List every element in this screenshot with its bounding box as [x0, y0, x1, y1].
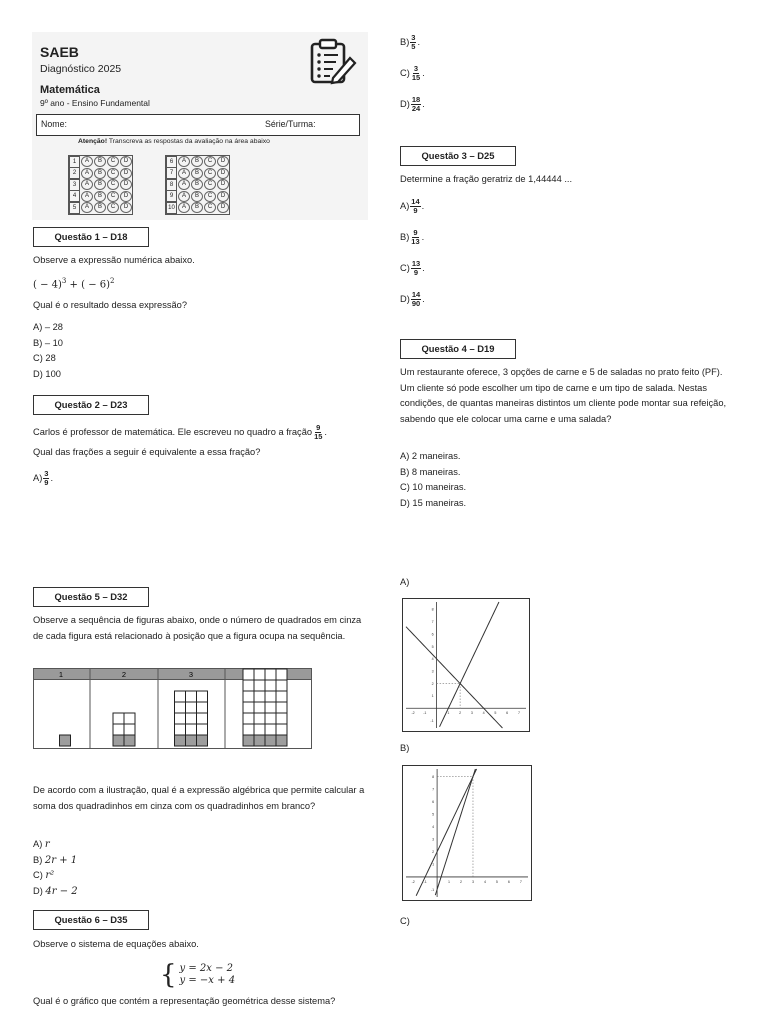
q1-exp-b: 2	[110, 277, 115, 285]
q2-option-a-n: 3	[44, 469, 49, 478]
y-tick-label: 2	[431, 681, 434, 686]
white-square	[265, 680, 276, 691]
q5-option-label: C)	[33, 870, 46, 880]
q2-option-b: B) $\frac{3}{5}$ .	[400, 33, 421, 51]
answer-bubble-9-d[interactable]: D	[217, 191, 229, 202]
q3-title: Questão 3 – D25	[400, 146, 516, 166]
answer-bubble-10-d[interactable]: D	[217, 202, 229, 213]
white-square	[265, 724, 276, 735]
answer-bubble-6-d[interactable]: D	[217, 156, 229, 167]
white-square	[254, 702, 265, 713]
answer-number: 3	[69, 179, 80, 191]
answer-bubble-8-d[interactable]: D	[217, 179, 229, 190]
q2-option-c-label: C)	[400, 67, 410, 78]
q2-option-c-frac	[411, 65, 421, 82]
white-square	[254, 691, 265, 702]
answer-left-row-2	[69, 168, 132, 180]
q3-option-c-frac	[411, 260, 421, 277]
white-square	[276, 691, 287, 702]
q1-intro: Observe a expressão numérica abaixo.	[33, 255, 195, 265]
q3-option-d-frac	[411, 291, 421, 308]
answer-number: 2	[69, 167, 80, 179]
white-square	[243, 691, 254, 702]
q5-question: De acordo com a ilustração, qual é a expressão algébrica que permite calcular a soma dos quadradinhos em cinza com os quadradinhos em branco?	[33, 785, 365, 811]
q2-option-d: D) $\frac{18}{24}$ .	[400, 95, 425, 113]
answer-bubble-6-a[interactable]: A	[178, 156, 190, 167]
header-subtitle: Diagnóstico 2025	[40, 63, 122, 75]
gray-square	[265, 735, 276, 746]
q2-option-d-n: 18	[411, 95, 421, 104]
attention-text: Transcreva as respostas da avaliação na área abaixo	[107, 138, 270, 145]
q6-system	[160, 960, 235, 990]
answer-bubble-6-c[interactable]: C	[204, 156, 216, 167]
q1-title: Questão 1 – D18	[33, 227, 149, 247]
white-square	[197, 713, 208, 724]
q2-option-c: C) $\frac{3}{15}$ .	[400, 64, 425, 82]
white-square	[186, 702, 197, 713]
white-square	[254, 724, 265, 735]
answer-bubble-4-b[interactable]: B	[94, 191, 106, 202]
answer-bubble-2-b[interactable]: B	[94, 168, 106, 179]
answer-right-row-10	[166, 202, 229, 214]
q3-option-b: B) $\frac{9}{13}$ .	[400, 228, 425, 246]
q3-option-c: C) $\frac{13}{9}$ .	[400, 259, 425, 277]
answer-bubble-1-c[interactable]: C	[107, 156, 119, 167]
answer-bubble-8-c[interactable]: C	[204, 179, 216, 190]
answer-bubble-4-a[interactable]: A	[81, 191, 93, 202]
gray-square	[197, 735, 208, 746]
white-square	[175, 724, 186, 735]
q1-plus: +	[66, 279, 82, 291]
q3-option-c-n: 13	[411, 259, 421, 268]
answer-bubble-1-a[interactable]: A	[81, 156, 93, 167]
q2-frac-d: 15	[314, 432, 323, 441]
q6-brace: {	[160, 960, 177, 990]
answer-number: 9	[166, 190, 177, 202]
q3-option-d: D) $\frac{14}{90}$ .	[400, 290, 425, 308]
answer-bubble-9-b[interactable]: B	[191, 191, 203, 202]
white-square	[254, 713, 265, 724]
q6-title: Questão 6 – D35	[33, 910, 149, 930]
white-square	[186, 691, 197, 702]
gray-square	[113, 735, 124, 746]
white-square	[175, 691, 186, 702]
y-tick-label: 7	[431, 620, 434, 625]
white-square	[175, 702, 186, 713]
q2-title: Questão 2 – D23	[33, 395, 149, 415]
q1-option-c: C) 28	[33, 353, 56, 363]
q6-graph-b-label: B)	[400, 743, 410, 753]
white-square	[186, 713, 197, 724]
q6-question: Qual é o gráfico que contém a representação geométrica desse sistema?	[33, 996, 336, 1006]
answer-bubble-7-d[interactable]: D	[217, 168, 229, 179]
q1-expression	[33, 277, 115, 290]
q1-option-a: A) – 28	[33, 322, 63, 332]
q4-option-b: B) 8 maneiras.	[400, 466, 461, 477]
q6-eq1: y = 2x − 2	[179, 963, 234, 974]
q6-graph-a	[402, 598, 530, 732]
q2-option-d-d: 24	[411, 104, 421, 113]
white-square	[113, 724, 124, 735]
q5-figure-sequence	[33, 668, 313, 750]
q3-intro: Determine a fração geratriz de 1,44444 ...	[400, 174, 573, 184]
answer-number: 5	[69, 202, 80, 214]
gray-square	[254, 735, 265, 746]
x-tick-label: 3	[470, 711, 473, 716]
answer-bubble-7-b[interactable]: B	[191, 168, 203, 179]
q2-option-a-d: 9	[44, 478, 49, 487]
y-tick-label: 4	[431, 657, 434, 662]
answer-bubble-6-b[interactable]: B	[191, 156, 203, 167]
x-tick-label: -1	[423, 711, 427, 716]
class-label: Série/Turma:	[265, 119, 316, 129]
graph-frame	[403, 599, 530, 732]
white-square	[276, 680, 287, 691]
y-tick-label: 6	[432, 799, 435, 804]
answer-number: 7	[166, 167, 177, 179]
answer-left-row-1	[69, 156, 132, 168]
q2-option-b-d: 5	[411, 42, 416, 51]
q5-option-expr: r²	[45, 870, 55, 881]
name-label: Nome:	[41, 119, 67, 129]
x-tick-label: 6	[507, 879, 510, 884]
x-tick-label: 5	[495, 879, 498, 884]
q4-option-c: C) 10 maneiras.	[400, 482, 467, 492]
answer-bubble-3-d[interactable]: D	[120, 179, 132, 190]
x-tick-label: 5	[494, 711, 497, 716]
q2-intro: Carlos é professor de matemática. Ele escreveu no quadro a fração	[33, 426, 313, 437]
answer-bubble-3-a[interactable]: A	[81, 179, 93, 190]
answer-bubble-5-d[interactable]: D	[120, 202, 132, 213]
y-tick-label: 5	[431, 644, 434, 649]
white-square	[124, 724, 135, 735]
x-tick-label: 2	[460, 879, 463, 884]
answer-number: 4	[69, 190, 80, 202]
q2-intro-line: Carlos é professor de matemática. Ele escreveu no quadro a fração $\frac{9}{15}$ .	[33, 423, 327, 441]
q3-option-b-n: 9	[413, 228, 418, 237]
q6-graph-b	[402, 765, 532, 901]
y-tick-label: 6	[431, 632, 434, 637]
q2-option-a-frac	[43, 470, 49, 487]
q3-option-a-d: 9	[413, 206, 418, 215]
y-tick-label: 3	[432, 837, 435, 842]
answer-bubble-10-b[interactable]: B	[191, 202, 203, 213]
q1-question: Qual é o resultado dessa expressão?	[33, 300, 188, 310]
y-tick-label: 3	[431, 669, 434, 674]
answer-bubble-8-b[interactable]: B	[191, 179, 203, 190]
q5-text: Observe a sequência de figuras abaixo, onde o número de quadrados em cinza de cada figura está relacionado à posição que a figura ocupa na sequência.	[33, 615, 362, 641]
q5-option-c	[33, 868, 78, 884]
q3-option-c-label: C)	[400, 262, 410, 273]
q4-option-a: A) 2 maneiras.	[400, 451, 461, 461]
white-square	[186, 724, 197, 735]
q5-option-expr: 2r + 1	[44, 854, 78, 866]
q2-option-c-d: 15	[411, 73, 421, 82]
x-tick-label: 3	[471, 879, 474, 884]
q5-option-label: B)	[33, 854, 45, 865]
name-field[interactable]	[36, 114, 360, 136]
white-square	[243, 724, 254, 735]
answer-bubble-5-b[interactable]: B	[94, 202, 106, 213]
gray-square	[243, 735, 254, 746]
q5-option-b	[33, 853, 78, 869]
x-tick-label: 6	[506, 711, 509, 716]
q5-fig-label-2: 2	[121, 670, 127, 679]
x-tick-label: -1	[423, 879, 427, 884]
y-tick-label: 2	[432, 850, 435, 855]
q2-option-a: A) $\frac{3}{9}$ .	[33, 469, 54, 487]
q1-expr-a: ( − 4)	[33, 279, 62, 291]
x-tick-label: 4	[483, 879, 486, 884]
answer-left-row-4	[69, 191, 132, 203]
q6-graph-a-label: A)	[400, 577, 410, 587]
q6-eq2: y = −x + 4	[179, 975, 236, 986]
q2-option-c-n: 3	[413, 64, 419, 73]
answer-number: 6	[166, 156, 177, 168]
gray-square	[276, 735, 287, 746]
y-tick-label: -1	[430, 887, 435, 892]
gray-square	[124, 735, 135, 746]
q1-option-d: D) 100	[33, 368, 61, 379]
q1-exp-a: 3	[61, 277, 67, 285]
gray-square	[186, 735, 197, 746]
answer-left-row-5	[69, 202, 132, 214]
y-tick-label: 8	[432, 774, 435, 779]
white-square	[243, 713, 254, 724]
q5-fig-label-3: 3	[188, 670, 194, 679]
white-square	[265, 669, 276, 680]
grade-label: 9º ano - Ensino Fundamental	[40, 98, 150, 108]
q3-option-a-label: A)	[400, 200, 410, 211]
clipboard-icon	[308, 38, 358, 86]
attention-note	[78, 138, 270, 145]
q2-option-b-frac	[410, 34, 416, 51]
q4-option-d: D) 15 maneiras.	[400, 497, 467, 508]
q3-option-b-frac	[410, 229, 420, 246]
x-tick-label: 7	[519, 879, 522, 884]
answer-grid-left	[68, 155, 133, 215]
white-square	[276, 713, 287, 724]
q5-option-label: D)	[33, 885, 46, 896]
answer-number: 10	[166, 202, 177, 214]
q2-question: Qual das frações a seguir é equivalente a essa fração?	[33, 447, 261, 457]
white-square	[265, 713, 276, 724]
answer-bubble-5-c[interactable]: C	[107, 202, 119, 213]
q6-intro: Observe o sistema de equações abaixo.	[33, 939, 199, 949]
q3-option-c-d: 9	[413, 268, 419, 277]
q5-options	[33, 837, 78, 899]
y-tick-label: 4	[432, 825, 435, 830]
y-tick-label: 5	[432, 812, 435, 817]
q2-option-d-label: D)	[400, 98, 410, 109]
x-tick-label: 1	[447, 711, 450, 716]
subject-title: Matemática	[40, 84, 100, 96]
answer-bubble-2-a[interactable]: A	[81, 168, 93, 179]
y-tick-label: 1	[431, 694, 434, 699]
white-square	[265, 691, 276, 702]
header-title: SAEB	[40, 44, 79, 60]
white-square	[243, 702, 254, 713]
q3-option-a: A) $\frac{14}{9}$ .	[400, 197, 425, 215]
answer-right-row-6	[166, 156, 229, 168]
x-tick-label: 7	[517, 711, 520, 716]
q4-title: Questão 4 – D19	[400, 339, 516, 359]
q2-option-b-label: B)	[400, 36, 410, 47]
white-square	[175, 713, 186, 724]
answer-bubble-5-a[interactable]: A	[81, 202, 93, 213]
attention-bold: Atenção!	[78, 138, 108, 145]
q2-option-a-label: A)	[33, 472, 43, 483]
x-tick-label: -2	[411, 879, 415, 884]
q3-option-a-n: 14	[411, 197, 420, 206]
answer-bubble-4-d[interactable]: D	[120, 191, 132, 202]
answer-bubble-9-a[interactable]: A	[178, 191, 190, 202]
white-square	[197, 724, 208, 735]
white-square	[265, 702, 276, 713]
answer-left-row-3	[69, 179, 132, 191]
q2-option-d-frac	[411, 96, 421, 113]
q5-option-expr: 4r − 2	[45, 885, 78, 897]
white-square	[254, 669, 265, 680]
graph-frame	[403, 766, 532, 901]
q3-option-a-frac	[410, 198, 420, 215]
q5-option-a	[33, 837, 78, 853]
x-tick-label: -2	[411, 711, 415, 716]
y-tick-label: 8	[431, 607, 434, 612]
answer-grid-right	[165, 155, 230, 215]
answer-bubble-2-c[interactable]: C	[107, 168, 119, 179]
x-tick-label: 1	[448, 879, 451, 884]
q3-option-d-n: 14	[411, 290, 421, 299]
white-square	[276, 669, 287, 680]
x-tick-label: 2	[459, 711, 462, 716]
q4-text: Um restaurante oferece, 3 opções de carne e 5 de saladas no prato feito (PF). Um cliente só pode escolher um tipo de carne e um tipo de salada. Nestas condições, de quantas maneiras distintos um cliente pode montar sua refeição, sabendo que ele colocar uma carne e uma salada?	[400, 367, 727, 424]
q5-option-label: A)	[33, 839, 45, 849]
q2-fraction	[313, 424, 323, 441]
q1-expr-b: ( − 6)	[81, 279, 111, 291]
answer-bubble-10-a[interactable]: A	[178, 202, 190, 213]
q1-option-b: B) – 10	[33, 337, 63, 348]
white-square	[197, 702, 208, 713]
answer-right-row-8	[166, 179, 229, 191]
y-tick-label: 1	[432, 862, 435, 867]
answer-bubble-1-d[interactable]: D	[120, 156, 132, 167]
q5-fig-label-1: 1	[58, 670, 64, 679]
q2-frac-n: 9	[316, 423, 321, 432]
answer-bubble-3-b[interactable]: B	[94, 179, 106, 190]
y-tick-label: -1	[430, 718, 434, 723]
answer-bubble-10-c[interactable]: C	[204, 202, 216, 213]
white-square	[113, 713, 124, 724]
answer-bubble-1-b[interactable]: B	[94, 156, 106, 167]
answer-bubble-2-d[interactable]: D	[120, 168, 132, 179]
q5-option-d	[33, 884, 78, 900]
q6-graph-c-label: C)	[400, 916, 410, 926]
gray-square	[60, 735, 71, 746]
q5-title: Questão 5 – D32	[33, 587, 149, 607]
answer-bubble-4-c[interactable]: C	[107, 191, 119, 202]
q4-options	[400, 449, 466, 511]
white-square	[276, 724, 287, 735]
q3-option-b-d: 13	[411, 237, 420, 246]
answer-bubble-7-a[interactable]: A	[178, 168, 190, 179]
x-tick-label: 4	[482, 711, 485, 716]
answer-bubble-3-c[interactable]: C	[107, 179, 119, 190]
q5-option-expr: r	[44, 839, 50, 850]
answer-number: 8	[166, 179, 177, 191]
answer-bubble-8-a[interactable]: A	[178, 179, 190, 190]
y-tick-label: 7	[432, 787, 435, 792]
white-square	[124, 713, 135, 724]
answer-number: 1	[69, 156, 80, 168]
white-square	[243, 680, 254, 691]
white-square	[243, 669, 254, 680]
gray-square	[175, 735, 186, 746]
q3-option-d-d: 90	[411, 299, 421, 308]
white-square	[276, 702, 287, 713]
answer-bubble-9-c[interactable]: C	[204, 191, 216, 202]
q3-option-b-label: B)	[400, 231, 410, 242]
answer-right-row-9	[166, 191, 229, 203]
answer-right-row-7	[166, 168, 229, 180]
q3-option-d-label: D)	[400, 293, 410, 304]
answer-bubble-7-c[interactable]: C	[204, 168, 216, 179]
white-square	[254, 680, 265, 691]
white-square	[197, 691, 208, 702]
q1-options	[33, 320, 63, 382]
q2-option-b-n: 3	[411, 33, 416, 42]
